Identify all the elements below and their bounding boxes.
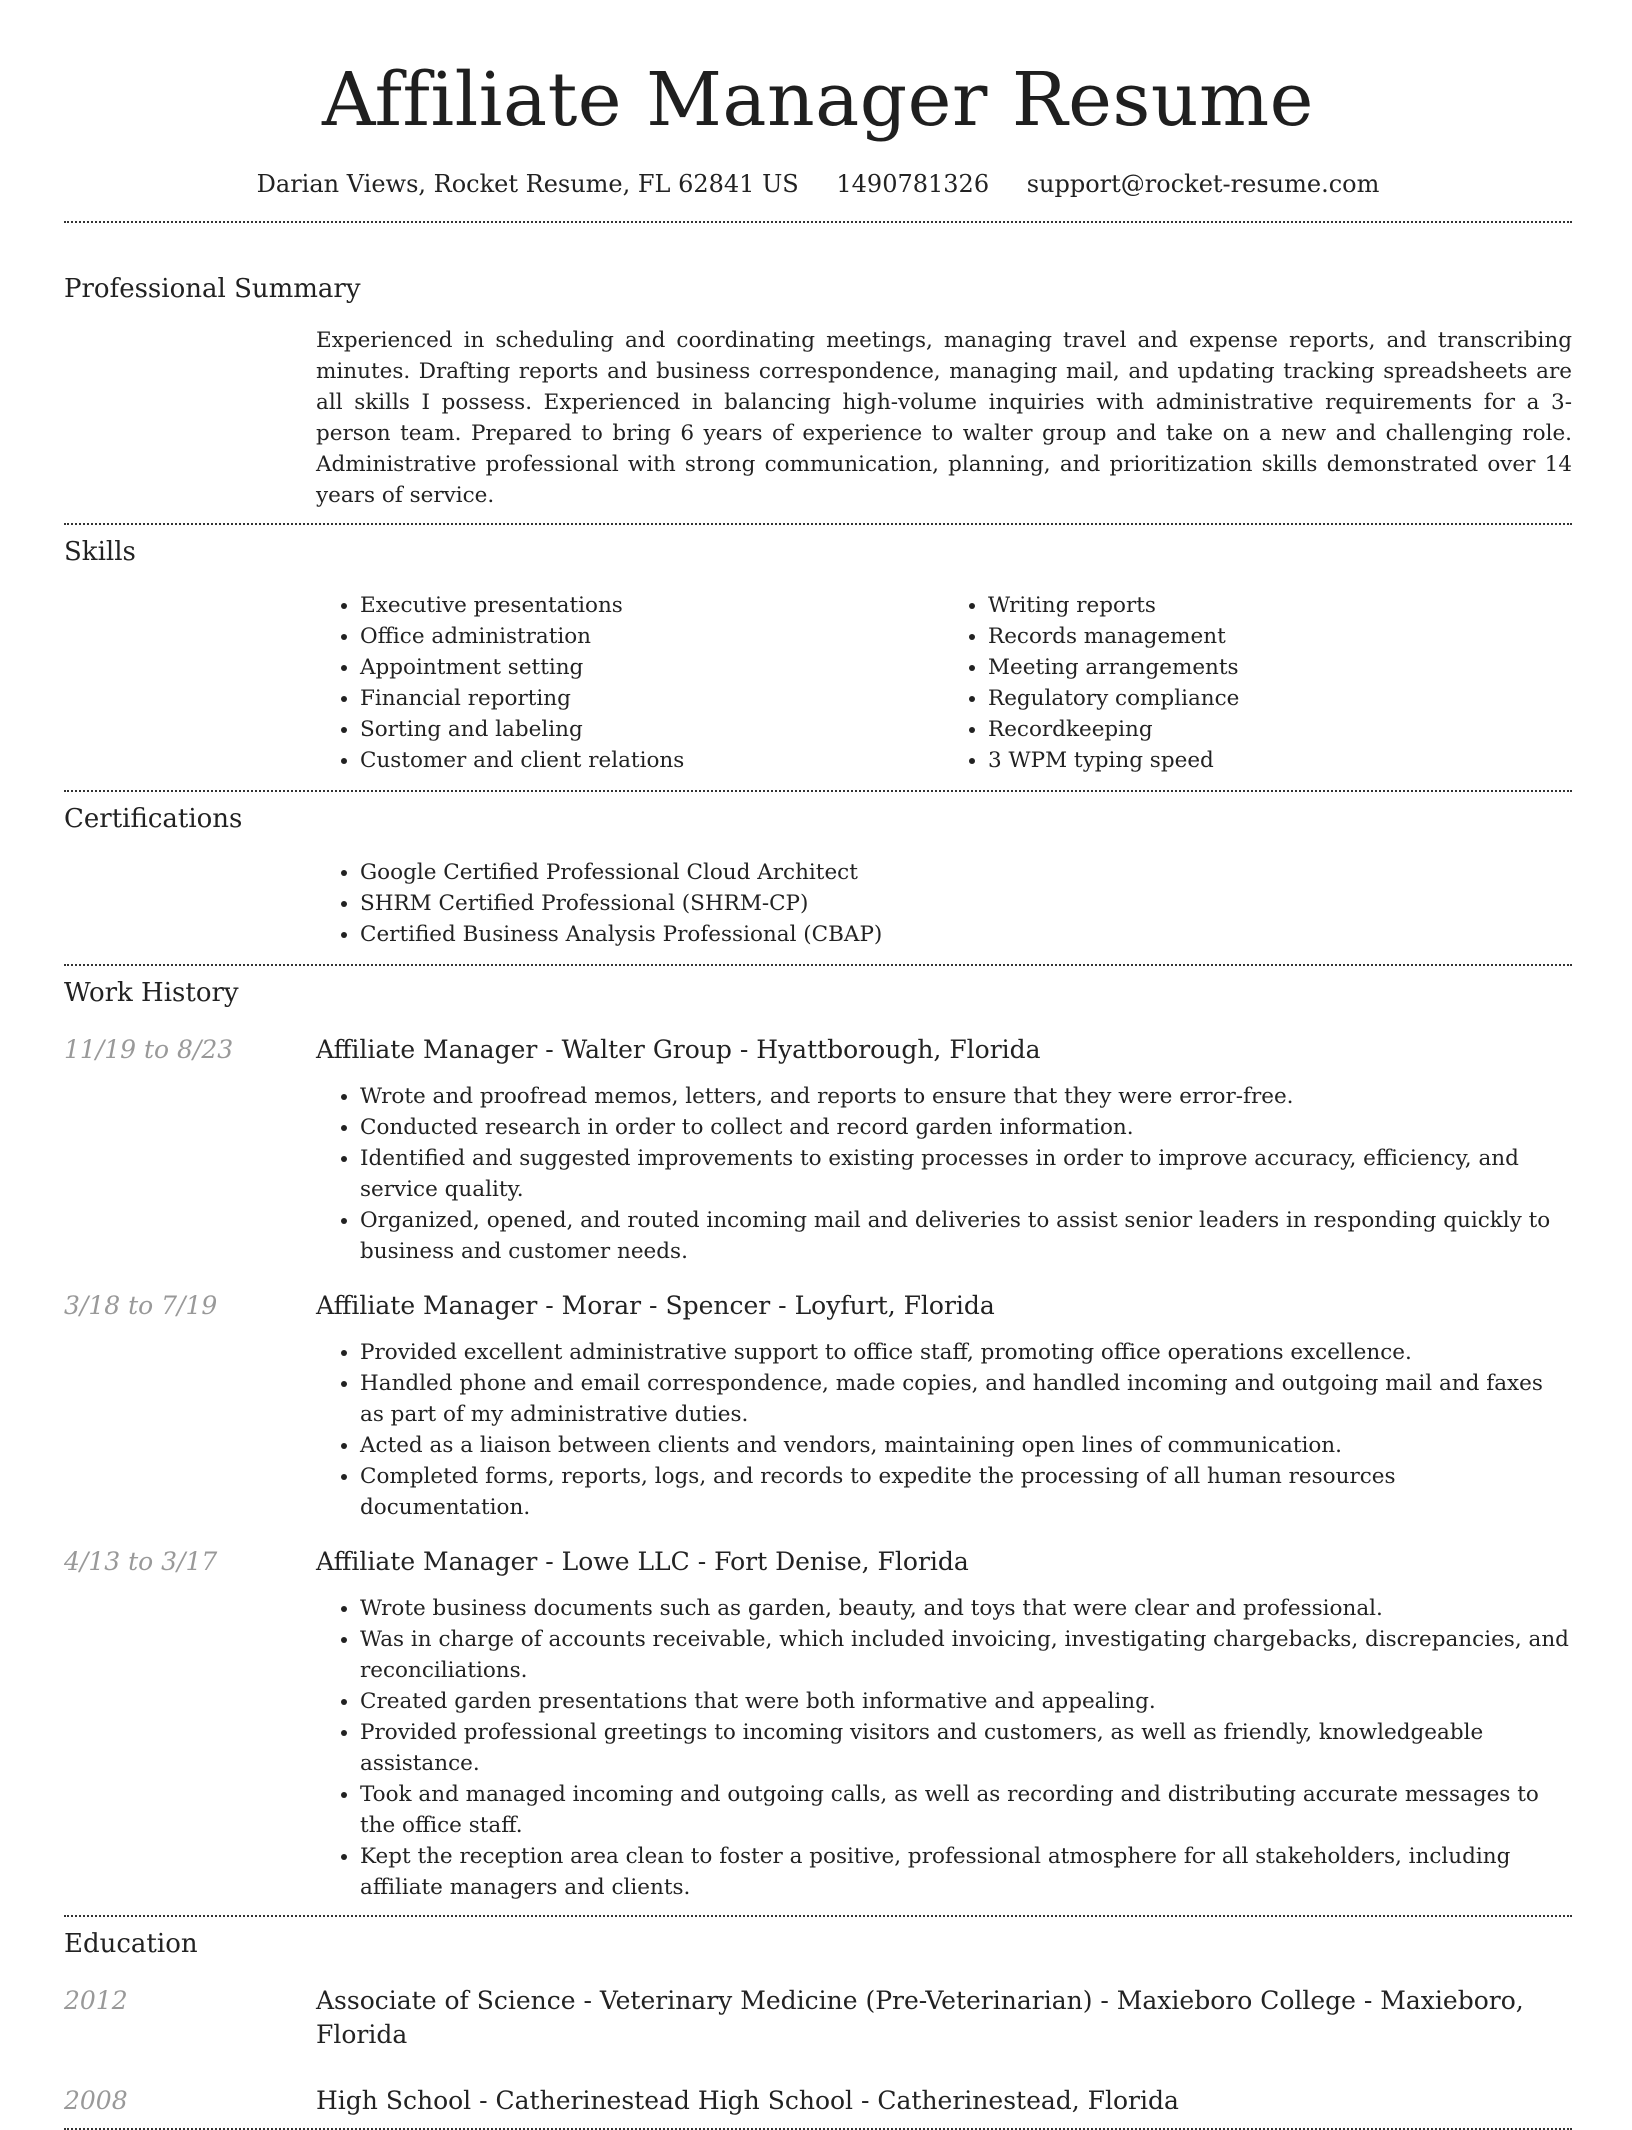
skill-item: • Sorting and labeling	[360, 714, 944, 745]
job-bullet: • Identified and suggested improvements to existing processes in order to improve accuracy, efficiency, and service quality.	[360, 1143, 1572, 1205]
job-bullet-list	[316, 1593, 1572, 1903]
job-bullet: • Took and managed incoming and outgoing calls, as well as recording and distributing accurate messages to the office staff.	[360, 1779, 1572, 1841]
job-bullet: • Kept the reception area clean to foster a positive, professional atmosphere for all stakeholders, including affiliate managers and clients.	[360, 1841, 1572, 1903]
job-title: Affiliate Manager - Walter Group - Hyattborough, Florida	[316, 1035, 1041, 1064]
skill-item: • Executive presentations	[360, 590, 944, 621]
education-container	[64, 1984, 1572, 2128]
contact-email: support@rocket-resume.com	[1026, 170, 1380, 198]
education-entry	[64, 2084, 1572, 2118]
job-header	[64, 1289, 1572, 1323]
certifications-heading: Certifications	[64, 804, 243, 834]
job-entry	[64, 1033, 1572, 1267]
education-title: Associate of Science - Veterinary Medicine (Pre-Veterinarian) - Maxieboro College - Maxieboro, Florida	[316, 1986, 1524, 2049]
work-history-section	[64, 966, 1572, 1915]
skill-item: • Appointment setting	[360, 652, 944, 683]
job-bullet: • Wrote business documents such as garden, beauty, and toys that were clear and professional.	[360, 1593, 1572, 1624]
certifications-list	[316, 857, 1572, 950]
summary-text: Experienced in scheduling and coordinating meetings, managing travel and expense reports, and transcribing minutes. Drafting reports and business correspondence, managing mail, and updating tracking spreadsheets are all skills I possess. Experienced in balancing high-volume inquiries with administrative requirements for a 3-person team. Prepared to bring 6 years of experience to walter group and take on a new and challenging role. Administrative professional with strong communication, planning, and prioritization skills demonstrated over 14 years of service.	[316, 328, 1572, 508]
skills-list-right	[944, 590, 1572, 776]
education-date: 2008	[64, 2086, 128, 2115]
skill-item: • Records management	[988, 621, 1572, 652]
contact-phone: 1490781326	[836, 170, 990, 198]
job-bullet-list	[316, 1081, 1572, 1267]
certifications-content	[316, 857, 1572, 964]
skill-item: • Office administration	[360, 621, 944, 652]
skill-item: • Regulatory compliance	[988, 683, 1572, 714]
education-heading: Education	[64, 1929, 198, 1959]
job-bullet: • Provided excellent administrative support to office staff, promoting office operations excellence.	[360, 1337, 1572, 1368]
job-date: 11/19 to 8/23	[64, 1035, 234, 1064]
job-bullet: • Organized, opened, and routed incoming mail and deliveries to assist senior leaders in responding quickly to business and customer needs.	[360, 1205, 1572, 1267]
jobs-container	[64, 1033, 1572, 1915]
education-date: 2012	[64, 1986, 128, 2015]
job-entry	[64, 1289, 1572, 1523]
certification-item: • Certified Business Analysis Professional (CBAP)	[360, 919, 1572, 950]
job-title: Affiliate Manager - Lowe LLC - Fort Denise, Florida	[316, 1547, 969, 1576]
job-bullet: • Wrote and proofread memos, letters, and reports to ensure that they were error-free.	[360, 1081, 1572, 1112]
skill-item: • Meeting arrangements	[988, 652, 1572, 683]
job-bullet: • Handled phone and email correspondence, made copies, and handled incoming and outgoing mail and faxes as part of my administrative duties.	[360, 1368, 1572, 1430]
job-bullet: • Was in charge of accounts receivable, which included invoicing, investigating chargebacks, discrepancies, and reconciliations.	[360, 1624, 1572, 1686]
education-title: High School - Catherinestead High School - Catherinestead, Florida	[316, 2086, 1179, 2115]
skill-item: • Writing reports	[988, 590, 1572, 621]
contact-address: Darian Views, Rocket Resume, FL 62841 US	[256, 170, 799, 198]
job-entry	[64, 1545, 1572, 1903]
skills-heading: Skills	[64, 537, 136, 567]
job-header	[64, 1545, 1572, 1579]
job-bullet: • Conducted research in order to collect and record garden information.	[360, 1112, 1572, 1143]
education-entry	[64, 1984, 1572, 2052]
resume-title: Affiliate Manager Resume	[322, 57, 1314, 143]
skill-item: • Customer and client relations	[360, 745, 944, 776]
job-date: 3/18 to 7/19	[64, 1291, 218, 1320]
skill-item: • Financial reporting	[360, 683, 944, 714]
skill-item: • 3 WPM typing speed	[988, 745, 1572, 776]
job-date: 4/13 to 3/17	[64, 1547, 218, 1576]
job-bullet: • Provided professional greetings to incoming visitors and customers, as well as friendly, knowledgeable assistance.	[360, 1717, 1572, 1779]
job-bullet: • Created garden presentations that were both informative and appealing.	[360, 1686, 1572, 1717]
job-bullet: • Completed forms, reports, logs, and records to expedite the processing of all human resources documentation.	[360, 1461, 1572, 1523]
job-bullet-list	[316, 1337, 1572, 1523]
resume-page	[64, 0, 1572, 2130]
summary-section	[64, 223, 1572, 523]
certification-item: • SHRM Certified Professional (SHRM-CP)	[360, 888, 1572, 919]
contact-line	[64, 168, 1572, 200]
education-section	[64, 1917, 1572, 2128]
job-header	[64, 1033, 1572, 1067]
certifications-section	[64, 792, 1572, 964]
job-bullet: • Acted as a liaison between clients and vendors, maintaining open lines of communication.	[360, 1430, 1572, 1461]
skills-section	[64, 525, 1572, 790]
job-title: Affiliate Manager - Morar - Spencer - Loyfurt, Florida	[316, 1291, 995, 1320]
work-history-heading: Work History	[64, 978, 239, 1008]
skill-item: • Recordkeeping	[988, 714, 1572, 745]
summary-heading: Professional Summary	[64, 274, 361, 304]
skills-grid	[316, 590, 1572, 790]
certification-item: • Google Certified Professional Cloud Architect	[360, 857, 1572, 888]
skills-list-left	[316, 590, 944, 776]
